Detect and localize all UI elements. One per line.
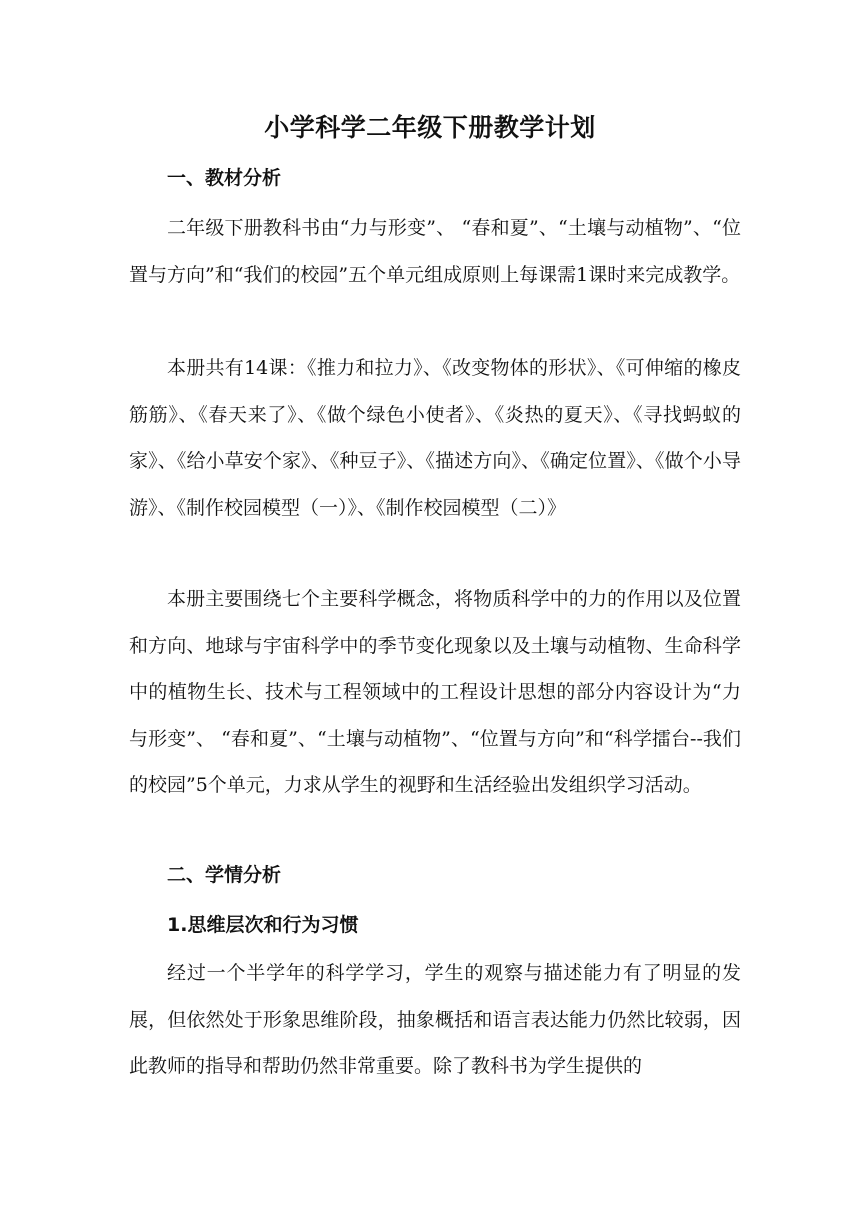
section-heading-student-analysis: 二、学情分析 (167, 864, 282, 886)
paragraph-units-overview: 二年级下册教科书由“力与形变”、 “春和夏”、“土壤与动植物”、“位置与方向”和“我们的校园”五个单元组成原则上每课需1课时来完成教学。 (129, 217, 741, 286)
paragraph-concepts-summary: 本册主要围绕七个主要科学概念，将物质科学中的力的作用以及位置和方向、地球与宇宙科学中的季节变化现象以及土壤与动植物、生命科学中的植物生长、技术与工程领域中的工程设计思想的部分内容设计为“力与形变”、 “春和夏”、“土壤与动植物”、“位置与方向”和“科学擂台--我们的校园”5个单元，力求从学生的视野和生活经验出发组织学习活动。 (129, 588, 741, 796)
paragraph-student-development: 经过一个半学年的科学学习，学生的观察与描述能力有了明显的发展，但依然处于形象思维阶段，抽象概括和语言表达能力仍然比较弱，因此教师的指导和帮助仍然非常重要。除了教科书为学生提供的 (129, 962, 741, 1077)
section-heading-textbook-analysis: 一、教材分析 (167, 167, 282, 189)
paragraph-lesson-list: 本册共有14课：《推力和拉力》、《改变物体的形状》、《可伸缩的橡皮筋筋》、《春天来了》、《做个绿色小使者》、《炎热的夏天》、《寻找蚂蚁的家》、《给小草安个家》、《种豆子》、《描述方向》、《确定位置》、《做个小导游》、《制作校园模型（一）》、《制作校园模型（二）》 (129, 357, 741, 519)
document-title: 小学科学二年级下册教学计划 (264, 113, 596, 142)
subsection-heading-thinking-habits: 1.思维层次和行为习惯 (167, 914, 359, 936)
